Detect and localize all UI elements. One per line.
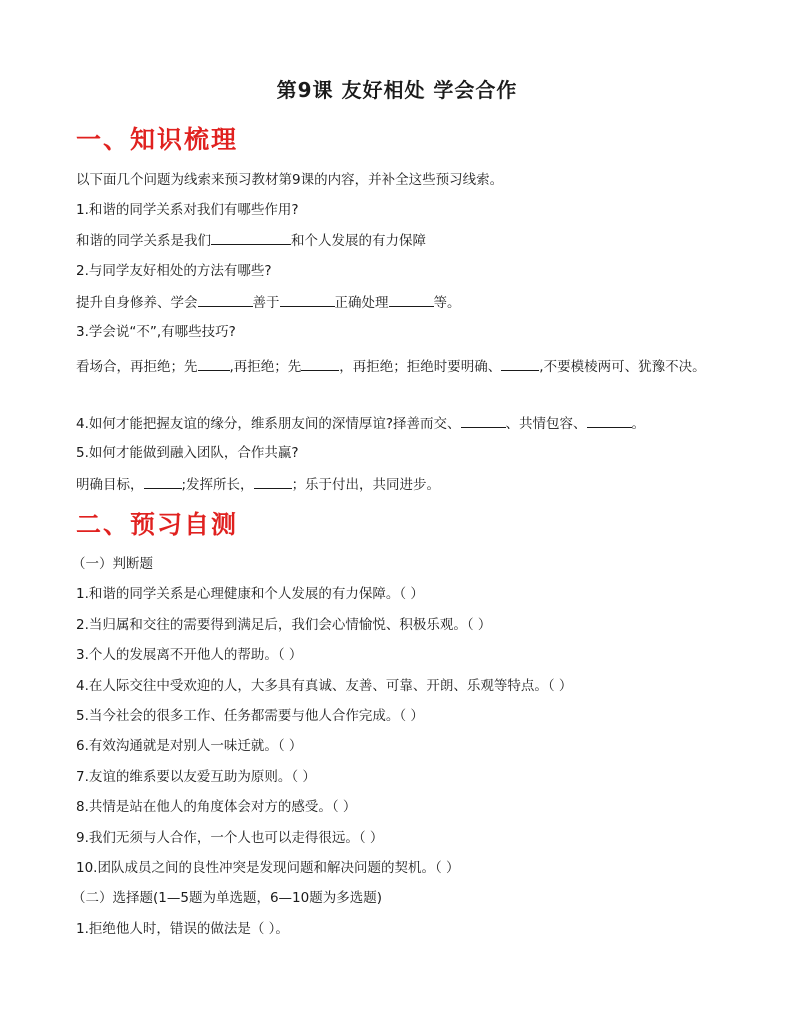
choice-question-1: 1.拒绝他人时，错误的做法是（ ）。 bbox=[76, 921, 289, 937]
answer-5-text-a: 明确目标， bbox=[76, 477, 144, 493]
fill-blank bbox=[301, 356, 339, 371]
question-1: 1.和谐的同学关系对我们有哪些作用? bbox=[76, 202, 299, 218]
page-title: 第9课 友好相处 学会合作 bbox=[276, 78, 518, 102]
question-3: 3.学会说“不”,有哪些技巧? bbox=[76, 324, 236, 340]
fill-blank bbox=[389, 292, 434, 307]
judgement-item: 4.在人际交往中受欢迎的人，大多具有真诚、友善、可靠、开朗、乐观等特点。（ ） bbox=[76, 678, 573, 694]
answer-2-text-d: 等。 bbox=[433, 295, 461, 311]
question-4-text-b: 、共情包容、 bbox=[505, 416, 587, 432]
judgement-item: 1.和谐的同学关系是心理健康和个人发展的有力保障。（ ） bbox=[76, 586, 424, 602]
question-5: 5.如何才能做到融入团队，合作共赢? bbox=[76, 445, 299, 461]
answer-3-text-a: 看场合，再拒绝；先 bbox=[76, 359, 198, 375]
answer-5 bbox=[76, 474, 724, 495]
fill-blank bbox=[254, 474, 292, 489]
answer-3-text-b: ,再拒绝；先 bbox=[229, 359, 302, 375]
answer-2-text-a: 提升自身修养、学会 bbox=[76, 295, 198, 311]
fill-blank bbox=[144, 474, 182, 489]
fill-blank bbox=[211, 230, 291, 245]
answer-1-text-b: 和个人发展的有力保障 bbox=[291, 233, 426, 249]
answer-2-text-c: 正确处理 bbox=[334, 295, 389, 311]
judgement-item: 7.友谊的维系要以友爱互助为原则。（ ） bbox=[76, 769, 316, 785]
intro-text: 以下面几个问题为线索来预习教材第9课的内容，并补全这些预习线索。 bbox=[76, 172, 504, 188]
answer-3 bbox=[76, 352, 724, 382]
fill-blank bbox=[501, 356, 539, 371]
subsection-choice: （二）选择题(1—5题为单选题，6—10题为多选题) bbox=[72, 890, 382, 906]
answer-1-text-a: 和谐的同学关系是我们 bbox=[76, 233, 211, 249]
question-4-text-c: 。 bbox=[631, 416, 646, 432]
judgement-item: 9.我们无须与人合作，一个人也可以走得很远。（ ） bbox=[76, 830, 384, 846]
fill-blank bbox=[198, 356, 230, 371]
answer-2-text-b: 善于 bbox=[252, 295, 280, 311]
answer-1 bbox=[76, 230, 724, 251]
section-heading-knowledge: 一、知识梳理 bbox=[76, 125, 239, 154]
judgement-item: 8.共情是站在他人的角度体会对方的感受。（ ） bbox=[76, 799, 357, 815]
fill-blank bbox=[461, 413, 506, 428]
answer-3-text-d: ,不要模棱两可、犹豫不决。 bbox=[539, 359, 706, 375]
judgement-item: 2.当归属和交往的需要得到满足后，我们会心情愉悦、积极乐观。（ ） bbox=[76, 617, 492, 633]
answer-2 bbox=[76, 292, 724, 313]
judgement-item: 3.个人的发展离不开他人的帮助。（ ） bbox=[76, 647, 303, 663]
section-heading-selftest: 二、预习自测 bbox=[76, 510, 239, 539]
answer-5-text-b: ;发挥所长， bbox=[181, 477, 254, 493]
fill-blank bbox=[280, 292, 335, 307]
answer-3-text-c: ，再拒绝；拒绝时要明确、 bbox=[339, 359, 502, 375]
judgement-item: 6.有效沟通就是对别人一味迁就。（ ） bbox=[76, 738, 303, 754]
question-4 bbox=[76, 413, 724, 434]
question-4-text-a: 4.如何才能把握友谊的缘分，维系朋友间的深情厚谊?择善而交、 bbox=[76, 416, 461, 432]
judgement-item: 5.当今社会的很多工作、任务都需要与他人合作完成。（ ） bbox=[76, 708, 424, 724]
fill-blank bbox=[198, 292, 253, 307]
question-2: 2.与同学友好相处的方法有哪些? bbox=[76, 263, 272, 279]
fill-blank bbox=[587, 413, 632, 428]
answer-5-text-c: ；乐于付出，共同进步。 bbox=[291, 477, 441, 493]
judgement-item: 10.团队成员之间的良性冲突是发现问题和解决问题的契机。（ ） bbox=[76, 860, 460, 876]
subsection-judgement: （一）判断题 bbox=[72, 556, 153, 572]
